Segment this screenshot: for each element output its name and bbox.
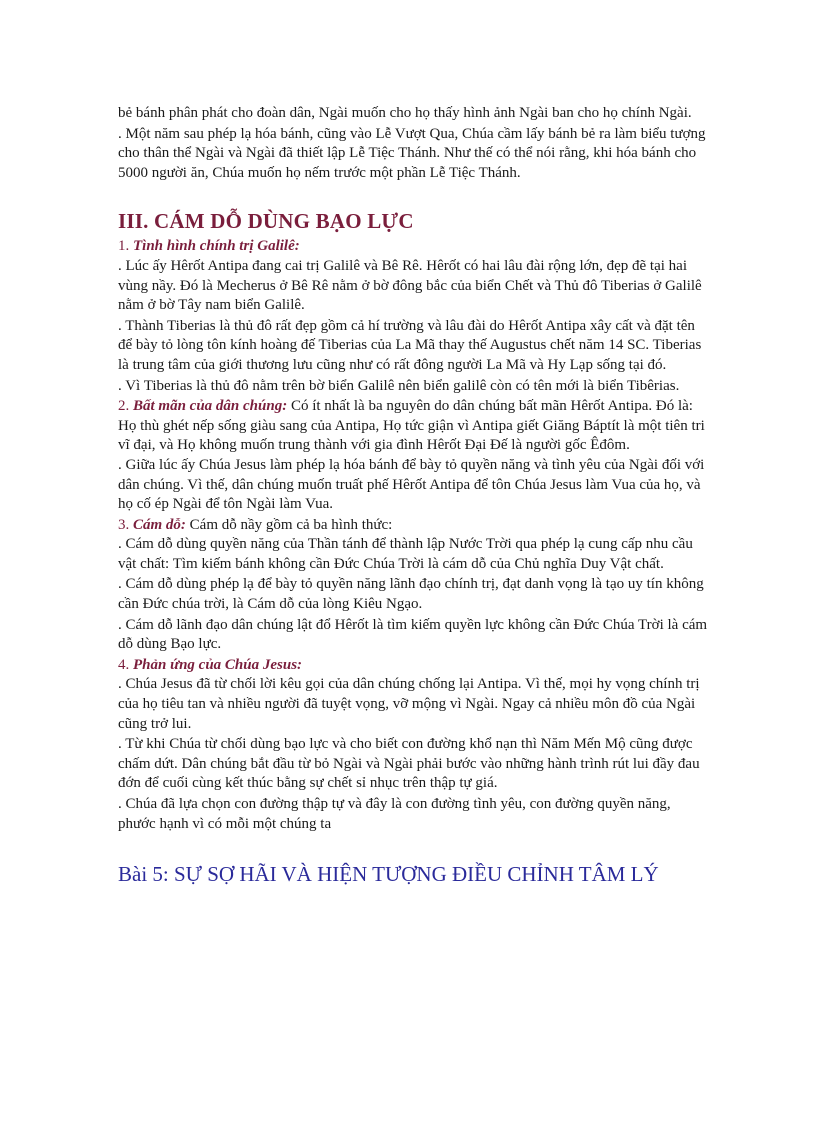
subsection-number: 4. <box>118 656 130 673</box>
section-heading: III. CÁM DỖ DÙNG BẠO LỰC <box>118 209 414 234</box>
subsection-number: 3. <box>118 516 130 533</box>
paragraph: . Cám dỗ dùng phép lạ để bày tỏ quyền năng lãnh đạo chính trị, đạt danh vọng là tạo uy tín không cần Đức chúa trời, là Cám dỗ của lòng Kiêu Ngạo. <box>118 576 704 613</box>
paragraph: . Vì Tiberias là thủ đô nằm trên bờ biển Galilê nên biển galilê còn có tên mới là biển Tibêrias. <box>118 377 680 394</box>
lesson-title: Bài 5: SỰ SỢ HÃI VÀ HIỆN TƯỢNG ĐIỀU CHỈNH TÂM LÝ <box>118 862 659 887</box>
document-page <box>118 104 708 886</box>
subsection-4-heading <box>118 656 708 676</box>
subsection-title: Tình hình chính trị Galilê: <box>133 238 300 255</box>
subsection-title: Bất mãn của dân chúng: <box>133 398 288 415</box>
subsection-3-heading <box>118 516 708 536</box>
subsection-lead-text: Có ít nhất là ba nguyên do dân chúng bất mãn Hêrốt Antipa. Đó là: Họ thù ghét nếp sống giàu sang của Antipa, Họ tức giận vì Antipa giết Giăng Báptít là một tiên tri vĩ đại, và Họ không muốn trung thành với gia đình Hêrốt Đại Đế là người gốc Êđôm. <box>118 398 705 454</box>
paragraph: . Cám dỗ dùng quyền năng của Thần tánh để thành lập Nước Trời qua phép lạ cung cấp nhu cầu vật chất: Tìm kiếm bánh không cần Đức Chúa Trời là cám dỗ của Chủ nghĩa Duy Vật chất. <box>118 536 693 572</box>
paragraph: . Lúc ấy Hêrốt Antipa đang cai trị Galilê và Bê Rê. Hêrốt có hai lâu đài rộng lớn, đẹp đẽ tại hai vùng nầy. Đó là Mecherus ở Bê Rê nằm ở bờ đông bắc của biển Chết và Thủ đô Tiberias ở Galilê nằm ở bờ Tây nam biển Galilê. <box>118 257 702 314</box>
subsection-title: Cám dỗ: <box>133 516 186 533</box>
paragraph: . Từ khi Chúa từ chối dùng bạo lực và cho biết con đường khổ nạn thì Năm Mến Mộ cũng được chấm dứt. Dân chúng bắt đầu từ bỏ Ngài và Ngài phải bước vào những hành trình rút lui đầy đau đớn để cuối cùng kết thúc bằng sự chết sỉ nhục trên thập tự giá. <box>118 736 700 792</box>
subsection-lead-text: Cám dỗ nầy gồm cả ba hình thức: <box>185 516 393 533</box>
paragraph: . Chúa Jesus đã từ chối lời kêu gọi của dân chúng chống lại Antipa. Vì thế, mọi hy vọng chính trị của họ tiêu tan và nhiều người đã tuyệt vọng, vỡ mộng vì Ngài. Ngay cả nhiều môn đồ của Ngài cũng trở lui. <box>118 676 700 732</box>
paragraph: . Giữa lúc ấy Chúa Jesus làm phép lạ hóa bánh để bày tỏ quyền năng và tình yêu của Ngài đối với dân chúng. Vì thế, dân chúng muốn truất phế Hêrốt Antipa để tôn Chúa Jesus làm Vua của họ, và họ cố ép Ngài để tôn Ngài làm Vua. <box>118 456 705 513</box>
subsection-number: 2. <box>118 398 130 415</box>
intro-paragraph-1: bẻ bánh phân phát cho đoàn dân, Ngài muốn cho họ thấy hình ảnh Ngài ban cho họ chính Ngài. <box>118 105 692 121</box>
intro-paragraph-2: . Một năm sau phép lạ hóa bánh, cũng vào Lễ Vượt Qua, Chúa cầm lấy bánh bẻ ra làm biểu tượng cho thân thể Ngài và Ngài đã thiết lập Lễ Tiệc Thánh. Như thế có thể nói rằng, khi hóa bánh cho 5000 người ăn, Chúa muốn họ nếm trước một phần Lễ Tiệc Thánh. <box>118 125 706 181</box>
paragraph: . Cám dỗ lãnh đạo dân chúng lật đổ Hêrốt là tìm kiếm quyền lực không cần Đức Chúa Trời là cám dỗ dùng Bạo lực. <box>118 616 708 653</box>
subsection-number: 1. <box>118 238 130 255</box>
paragraph: . Thành Tiberias là thủ đô rất đẹp gồm cả hí trường và lâu đài do Hêrốt Antipa xây cất và đặt tên để bày tỏ lòng tôn kính hoàng đế Tiberias của La Mã thay thế Augustus chết năm 14 SC. Tiberias là trung tâm của giới thương lưu cũng như có rất đông người La Mã và Hy Lạp sống tại đó. <box>118 317 702 373</box>
paragraph: . Chúa đã lựa chọn con đường thập tự và đây là con đường tình yêu, con đường quyền năng, phước hạnh vì có mỗi một chúng ta <box>118 796 671 832</box>
subsection-1-heading <box>118 237 708 257</box>
subsection-2-paragraph <box>118 397 708 456</box>
subsection-title: Phản ứng của Chúa Jesus: <box>133 656 303 673</box>
